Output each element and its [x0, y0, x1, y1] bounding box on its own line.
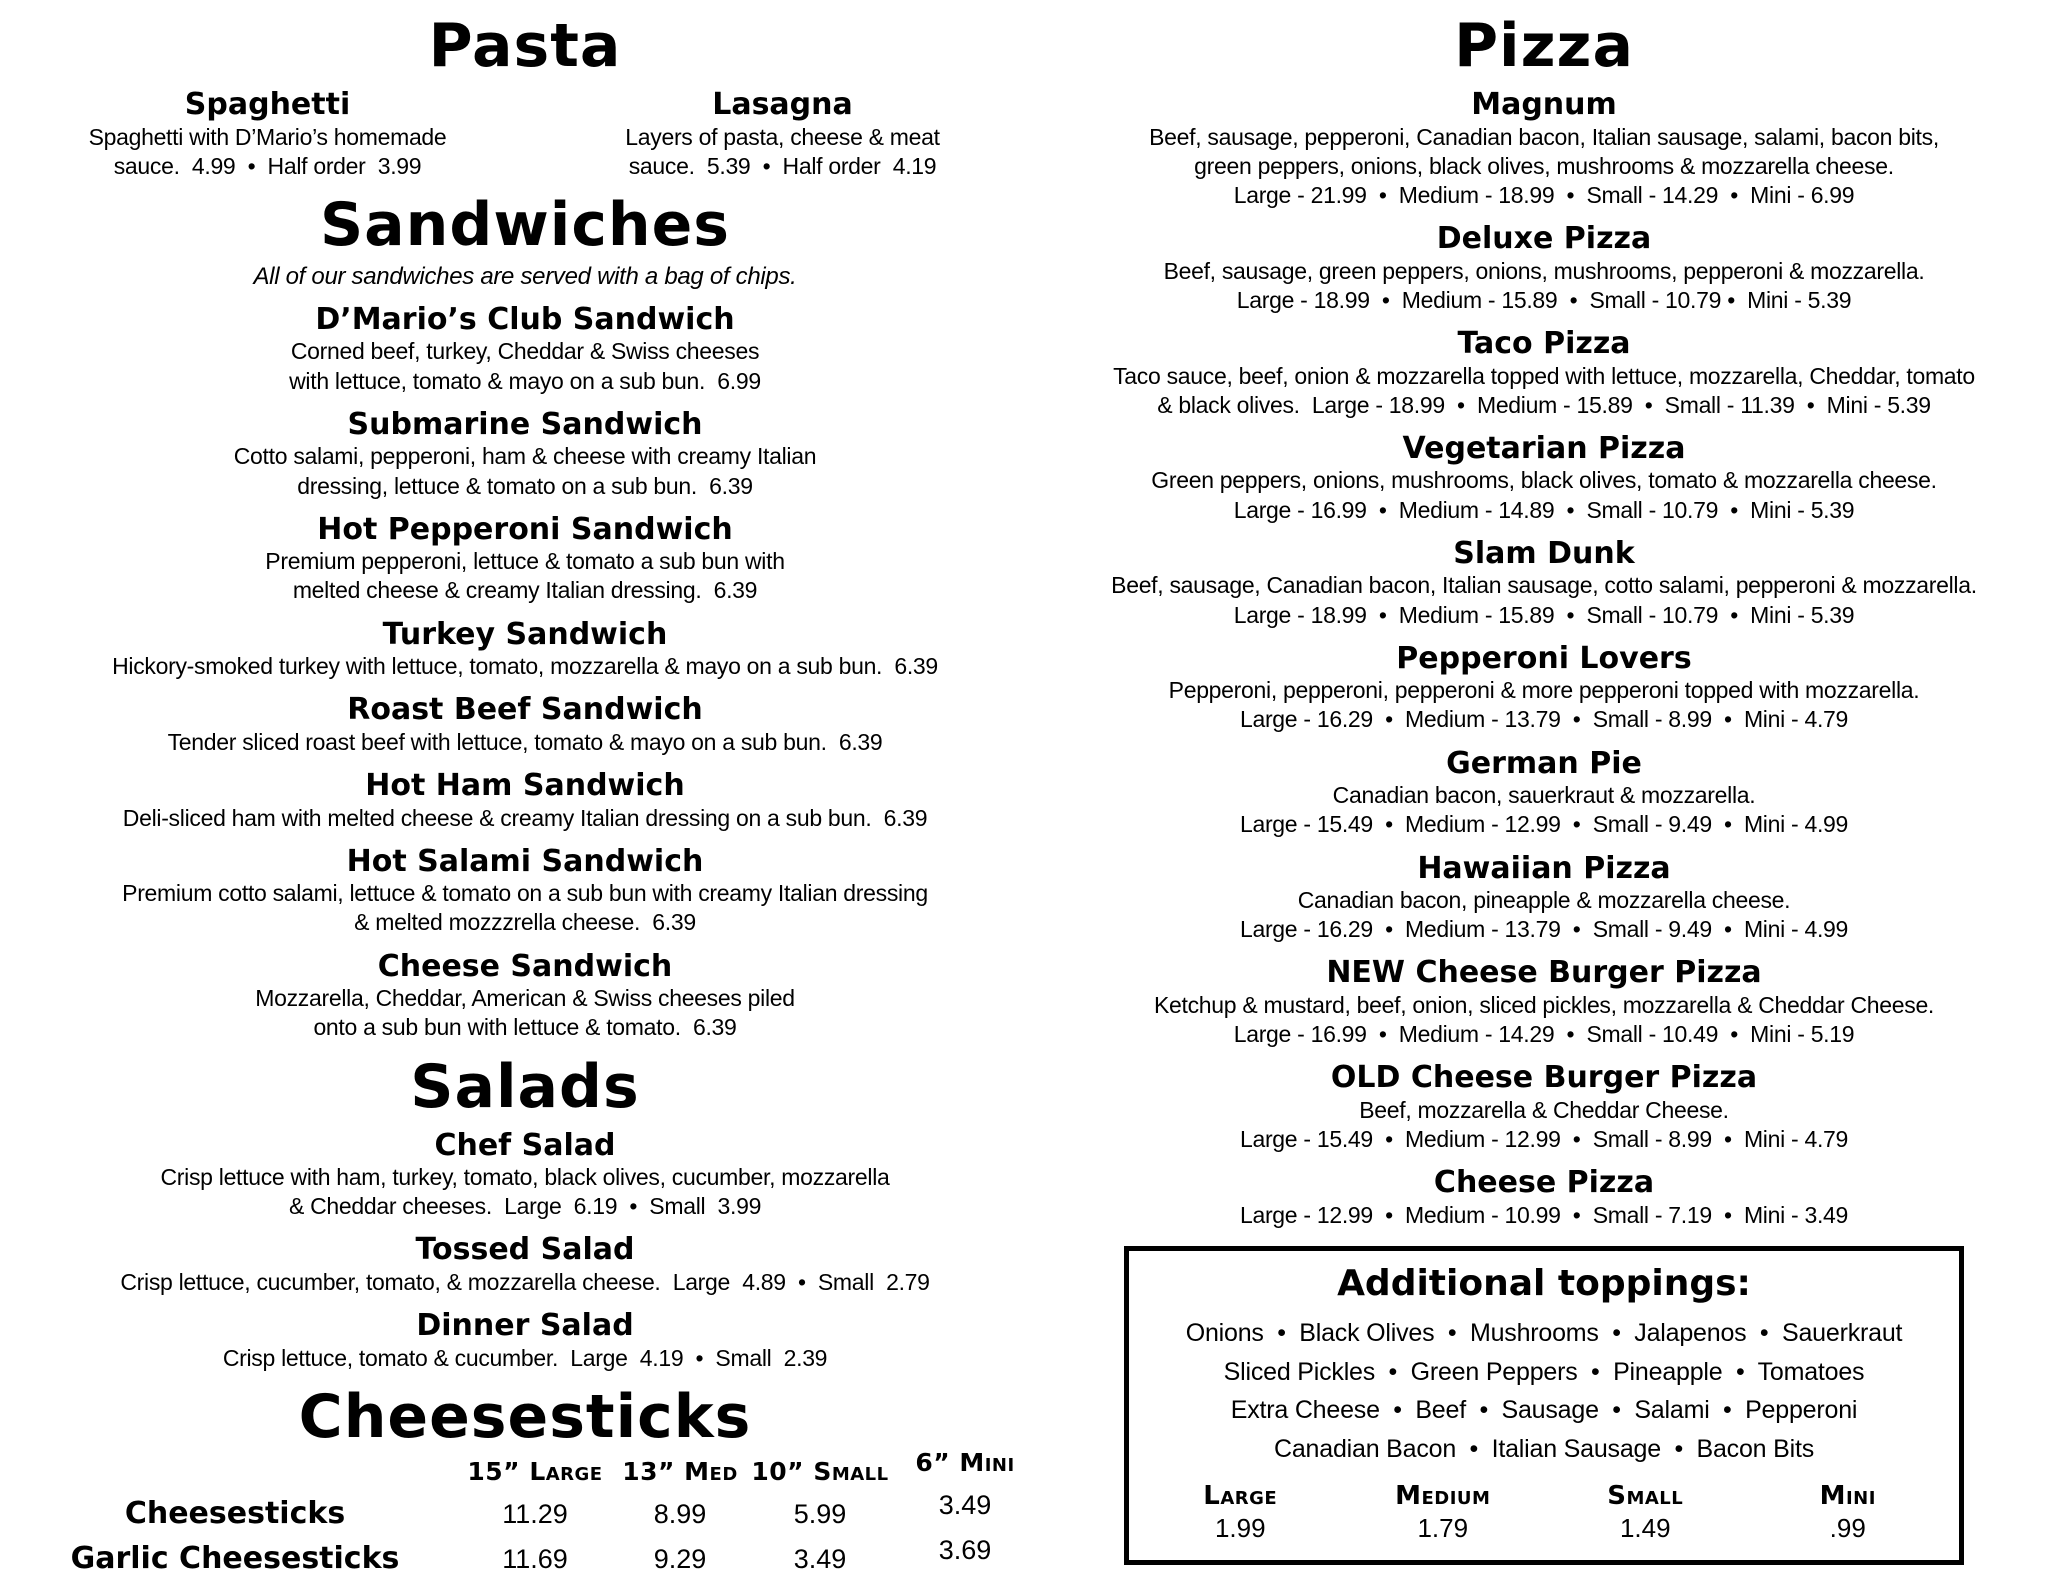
item-desc-line: with lettuce, tomato & mayo on a sub bun. 6.99 [289, 367, 761, 394]
item-desc-line: sauce. 5.39 • Half order 4.19 [628, 152, 937, 179]
menu-item-pepperoni-lovers [1048, 642, 2040, 735]
item-name: Hawaiian Pizza [1417, 850, 1671, 886]
item-name: Hot Pepperoni Sandwich [317, 511, 733, 547]
item-price-line: Large - 16.99 • Medium - 14.29 • Small - 10.49 • Mini - 5.19 [1233, 1021, 1855, 1048]
price-cell: 9.29 [653, 1543, 707, 1574]
size-header-small: Small [1607, 1480, 1684, 1511]
left-column [10, 10, 1040, 1576]
item-price-line: Large - 16.29 • Medium - 13.79 • Small - 9.49 • Mini - 4.99 [1239, 916, 1849, 943]
item-desc-line: Green peppers, onions, mushrooms, black olives, tomato & mozzarella cheese. [1151, 467, 1937, 494]
menu-item-hawaiian-pizza [1048, 852, 2040, 945]
topping-price-large: 1.99 [1214, 1512, 1266, 1543]
section-title-cheesesticks: Cheesesticks [298, 1381, 752, 1452]
menu-item-german-pie [1048, 747, 2040, 840]
item-desc-line: Crisp lettuce, tomato & cucumber. Large 4.19 • Small 2.39 [222, 1344, 828, 1371]
item-name: Lasagna [712, 87, 853, 122]
column-header-6-mini: 6” Mini [915, 1447, 1015, 1477]
item-desc-line: Taco sauce, beef, onion & mozzarella topped with lettuce, mozzarella, Cheddar, tomato [1113, 362, 1975, 389]
item-desc-line: & melted mozzzrella cheese. 6.39 [354, 909, 696, 936]
menu-item-magnum [1048, 88, 2040, 210]
item-name: Hot Salami Sandwich [346, 843, 704, 879]
item-name: Taco Pizza [1457, 326, 1631, 362]
toppings-title: Additional toppings: [1337, 1262, 1751, 1304]
item-price-line: Large - 18.99 • Medium - 15.89 • Small - 10.79 • Mini - 5.39 [1233, 601, 1855, 628]
item-desc-line: Ketchup & mustard, beef, onion, sliced pickles, mozzarella & Cheddar Cheese. [1153, 991, 1935, 1018]
cheesesticks-table [10, 1447, 1040, 1576]
item-price-line: Large - 16.29 • Medium - 13.79 • Small - 8.99 • Mini - 4.79 [1239, 706, 1849, 733]
item-desc-line: Crisp lettuce with ham, turkey, tomato, black olives, cucumber, mozzarella [160, 1164, 890, 1191]
item-desc-line: Canadian bacon, pineapple & mozzarella cheese. [1297, 887, 1791, 914]
item-price-line: Large - 16.99 • Medium - 14.89 • Small - 10.79 • Mini - 5.39 [1233, 496, 1855, 523]
item-name: Chef Salad [434, 1127, 616, 1163]
item-desc-line: dressing, lettuce & tomato on a sub bun. 6.39 [297, 472, 753, 499]
menu-item-deluxe-pizza [1048, 222, 2040, 315]
menu-item-cheese-sandwich [10, 950, 1040, 1043]
item-desc-line: Mozzarella, Cheddar, American & Swiss cheeses piled [255, 985, 795, 1012]
menu-item-slam-dunk [1048, 537, 2040, 630]
item-desc-line: sauce. 4.99 • Half order 3.99 [113, 152, 422, 179]
item-desc-line: Deli-sliced ham with melted cheese & creamy Italian dressing on a sub bun. 6.39 [122, 804, 928, 831]
item-name: Slam Dunk [1453, 535, 1635, 571]
column-header-15-large: 15” Large [467, 1456, 603, 1486]
item-desc-line: Premium pepperoni, lettuce & tomato a sub bun with [265, 548, 785, 575]
topping-price-medium: 1.79 [1417, 1512, 1469, 1543]
item-desc-line: Beef, mozzarella & Cheddar Cheese. [1359, 1096, 1729, 1123]
toppings-line: Sliced Pickles • Green Peppers • Pineapple • Tomatoes [1223, 1357, 1865, 1386]
item-price-line: Large - 18.99 • Medium - 15.89 • Small - 10.79 • Mini - 5.39 [1236, 286, 1852, 313]
right-column [1048, 10, 2040, 1576]
item-name: Tossed Salad [415, 1232, 635, 1268]
toppings-line: Onions • Black Olives • Mushrooms • Jalapenos • Sauerkraut [1185, 1318, 1903, 1347]
item-price-line: Large - 21.99 • Medium - 18.99 • Small - 14.29 • Mini - 6.99 [1233, 181, 1855, 208]
item-desc-line: Beef, sausage, green peppers, onions, mushrooms, pepperoni & mozzarella. [1163, 257, 1925, 284]
menu-item-vegetarian-pizza [1048, 432, 2040, 525]
menu-item-old-cheese-burger-pizza [1048, 1061, 2040, 1154]
item-desc-line: green peppers, onions, black olives, mushrooms & mozzarella cheese. [1194, 152, 1894, 179]
menu-item-turkey-sandwich [10, 618, 1040, 682]
menu-item-spaghetti [10, 88, 525, 181]
menu-item-hot-ham-sandwich [10, 769, 1040, 833]
menu-item-tossed-salad [10, 1233, 1040, 1297]
item-name: Pepperoni Lovers [1396, 640, 1692, 676]
price-cell: 3.69 [938, 1534, 992, 1565]
price-cell: 8.99 [653, 1498, 707, 1529]
item-name: Turkey Sandwich [382, 616, 668, 652]
item-name: Roast Beef Sandwich [347, 692, 703, 728]
item-desc-line: Corned beef, turkey, Cheddar & Swiss cheeses [290, 338, 760, 365]
menu-item-hot-salami-sandwich [10, 845, 1040, 938]
item-desc-line: Pepperoni, pepperoni, pepperoni & more pepperoni topped with mozzarella. [1168, 677, 1920, 704]
item-price-line: Large - 15.49 • Medium - 12.99 • Small - 9.49 • Mini - 4.99 [1239, 811, 1849, 838]
item-name: Deluxe Pizza [1436, 221, 1652, 257]
item-desc-line: Beef, sausage, pepperoni, Canadian bacon, Italian sausage, salami, bacon bits, [1149, 123, 1939, 150]
item-desc-line: Crisp lettuce, cucumber, tomato, & mozzarella cheese. Large 4.89 • Small 2.79 [120, 1268, 930, 1295]
price-cell: 3.49 [793, 1543, 847, 1574]
price-cell: 11.69 [502, 1543, 568, 1574]
toppings-price-table [1139, 1481, 1949, 1544]
item-name: German Pie [1446, 745, 1642, 781]
item-name: Spaghetti [184, 87, 351, 122]
section-title-pasta: Pasta [428, 11, 622, 81]
column-header-10-small: 10” Small [751, 1456, 889, 1486]
menu-item-cheese-pizza [1048, 1166, 2040, 1230]
item-name: Cheese Sandwich [377, 948, 673, 984]
item-name: Cheese Pizza [1433, 1165, 1655, 1201]
menu-item-hot-pepperoni-sandwich [10, 513, 1040, 606]
item-desc-line: & Cheddar cheeses. Large 6.19 • Small 3.99 [288, 1193, 762, 1220]
menu-item-dinner-salad [10, 1309, 1040, 1373]
item-desc-line: Premium cotto salami, lettuce & tomato on a sub bun with creamy Italian dressing [122, 880, 928, 907]
price-cell: 5.99 [793, 1498, 847, 1529]
menu-item-lasagna [525, 88, 1040, 181]
item-name: NEW Cheese Burger Pizza [1326, 955, 1762, 991]
item-desc-line: Layers of pasta, cheese & meat [625, 123, 940, 150]
size-header-medium: Medium [1395, 1480, 1491, 1511]
column-header-13-med: 13” Med [622, 1456, 738, 1486]
price-cell: 3.49 [938, 1489, 992, 1520]
item-desc-line: melted cheese & creamy Italian dressing. 6.39 [292, 577, 758, 604]
menu-item-taco-pizza [1048, 327, 2040, 420]
item-name: Magnum [1471, 87, 1617, 122]
item-price-line: Large - 12.99 • Medium - 10.99 • Small - 7.19 • Mini - 3.49 [1239, 1201, 1849, 1228]
row-label-cheesesticks: Cheesesticks [124, 1495, 346, 1531]
item-name: Hot Ham Sandwich [365, 768, 685, 804]
item-desc-line: onto a sub bun with lettuce & tomato. 6.39 [313, 1014, 737, 1041]
additional-toppings-box [1124, 1246, 1964, 1565]
section-title-salads: Salads [410, 1051, 640, 1122]
item-price-line: & black olives. Large - 18.99 • Medium - 15.89 • Small - 11.39 • Mini - 5.39 [1157, 391, 1931, 418]
sandwiches-note: All of our sandwiches are served with a bag of chips. [253, 262, 797, 290]
item-desc-line: Spaghetti with D’Mario’s homemade [88, 123, 447, 150]
item-price-line: Large - 15.49 • Medium - 12.99 • Small - 8.99 • Mini - 4.79 [1239, 1126, 1849, 1153]
menu-item-club-sandwich [10, 303, 1040, 396]
topping-price-small: 1.49 [1619, 1512, 1671, 1543]
toppings-line: Extra Cheese • Beef • Sausage • Salami • Pepperoni [1230, 1396, 1858, 1425]
menu-item-new-cheese-burger-pizza [1048, 956, 2040, 1049]
price-cell: 11.29 [502, 1498, 568, 1529]
item-desc-line: Hickory-smoked turkey with lettuce, tomato, mozzarella & mayo on a sub bun. 6.39 [112, 653, 938, 680]
item-desc-line: Tender sliced roast beef with lettuce, tomato & mayo on a sub bun. 6.39 [167, 728, 883, 755]
size-header-large: Large [1203, 1480, 1278, 1511]
item-name: Dinner Salad [416, 1308, 634, 1344]
section-title-pizza: Pizza [1454, 11, 1634, 81]
menu-item-chef-salad [10, 1129, 1040, 1222]
item-name: OLD Cheese Burger Pizza [1330, 1060, 1758, 1096]
item-desc-line: Canadian bacon, sauerkraut & mozzarella. [1332, 782, 1756, 809]
size-header-mini: Mini [1819, 1480, 1876, 1511]
item-name: Submarine Sandwich [347, 406, 703, 442]
pasta-items [10, 84, 1040, 181]
toppings-line: Canadian Bacon • Italian Sausage • Bacon Bits [1274, 1435, 1814, 1464]
section-title-sandwiches: Sandwiches [319, 189, 731, 260]
menu-item-submarine-sandwich [10, 408, 1040, 501]
item-desc-line: Beef, sausage, Canadian bacon, Italian sausage, cotto salami, pepperoni & mozzarella. [1111, 572, 1977, 599]
menu-item-roast-beef-sandwich [10, 693, 1040, 757]
item-name: Vegetarian Pizza [1402, 430, 1686, 466]
item-name: D’Mario’s Club Sandwich [315, 301, 735, 337]
topping-price-mini: .99 [1829, 1512, 1866, 1543]
row-label-garlic-cheesesticks: Garlic Cheesesticks [70, 1540, 400, 1576]
item-desc-line: Cotto salami, pepperoni, ham & cheese with creamy Italian [233, 443, 817, 470]
